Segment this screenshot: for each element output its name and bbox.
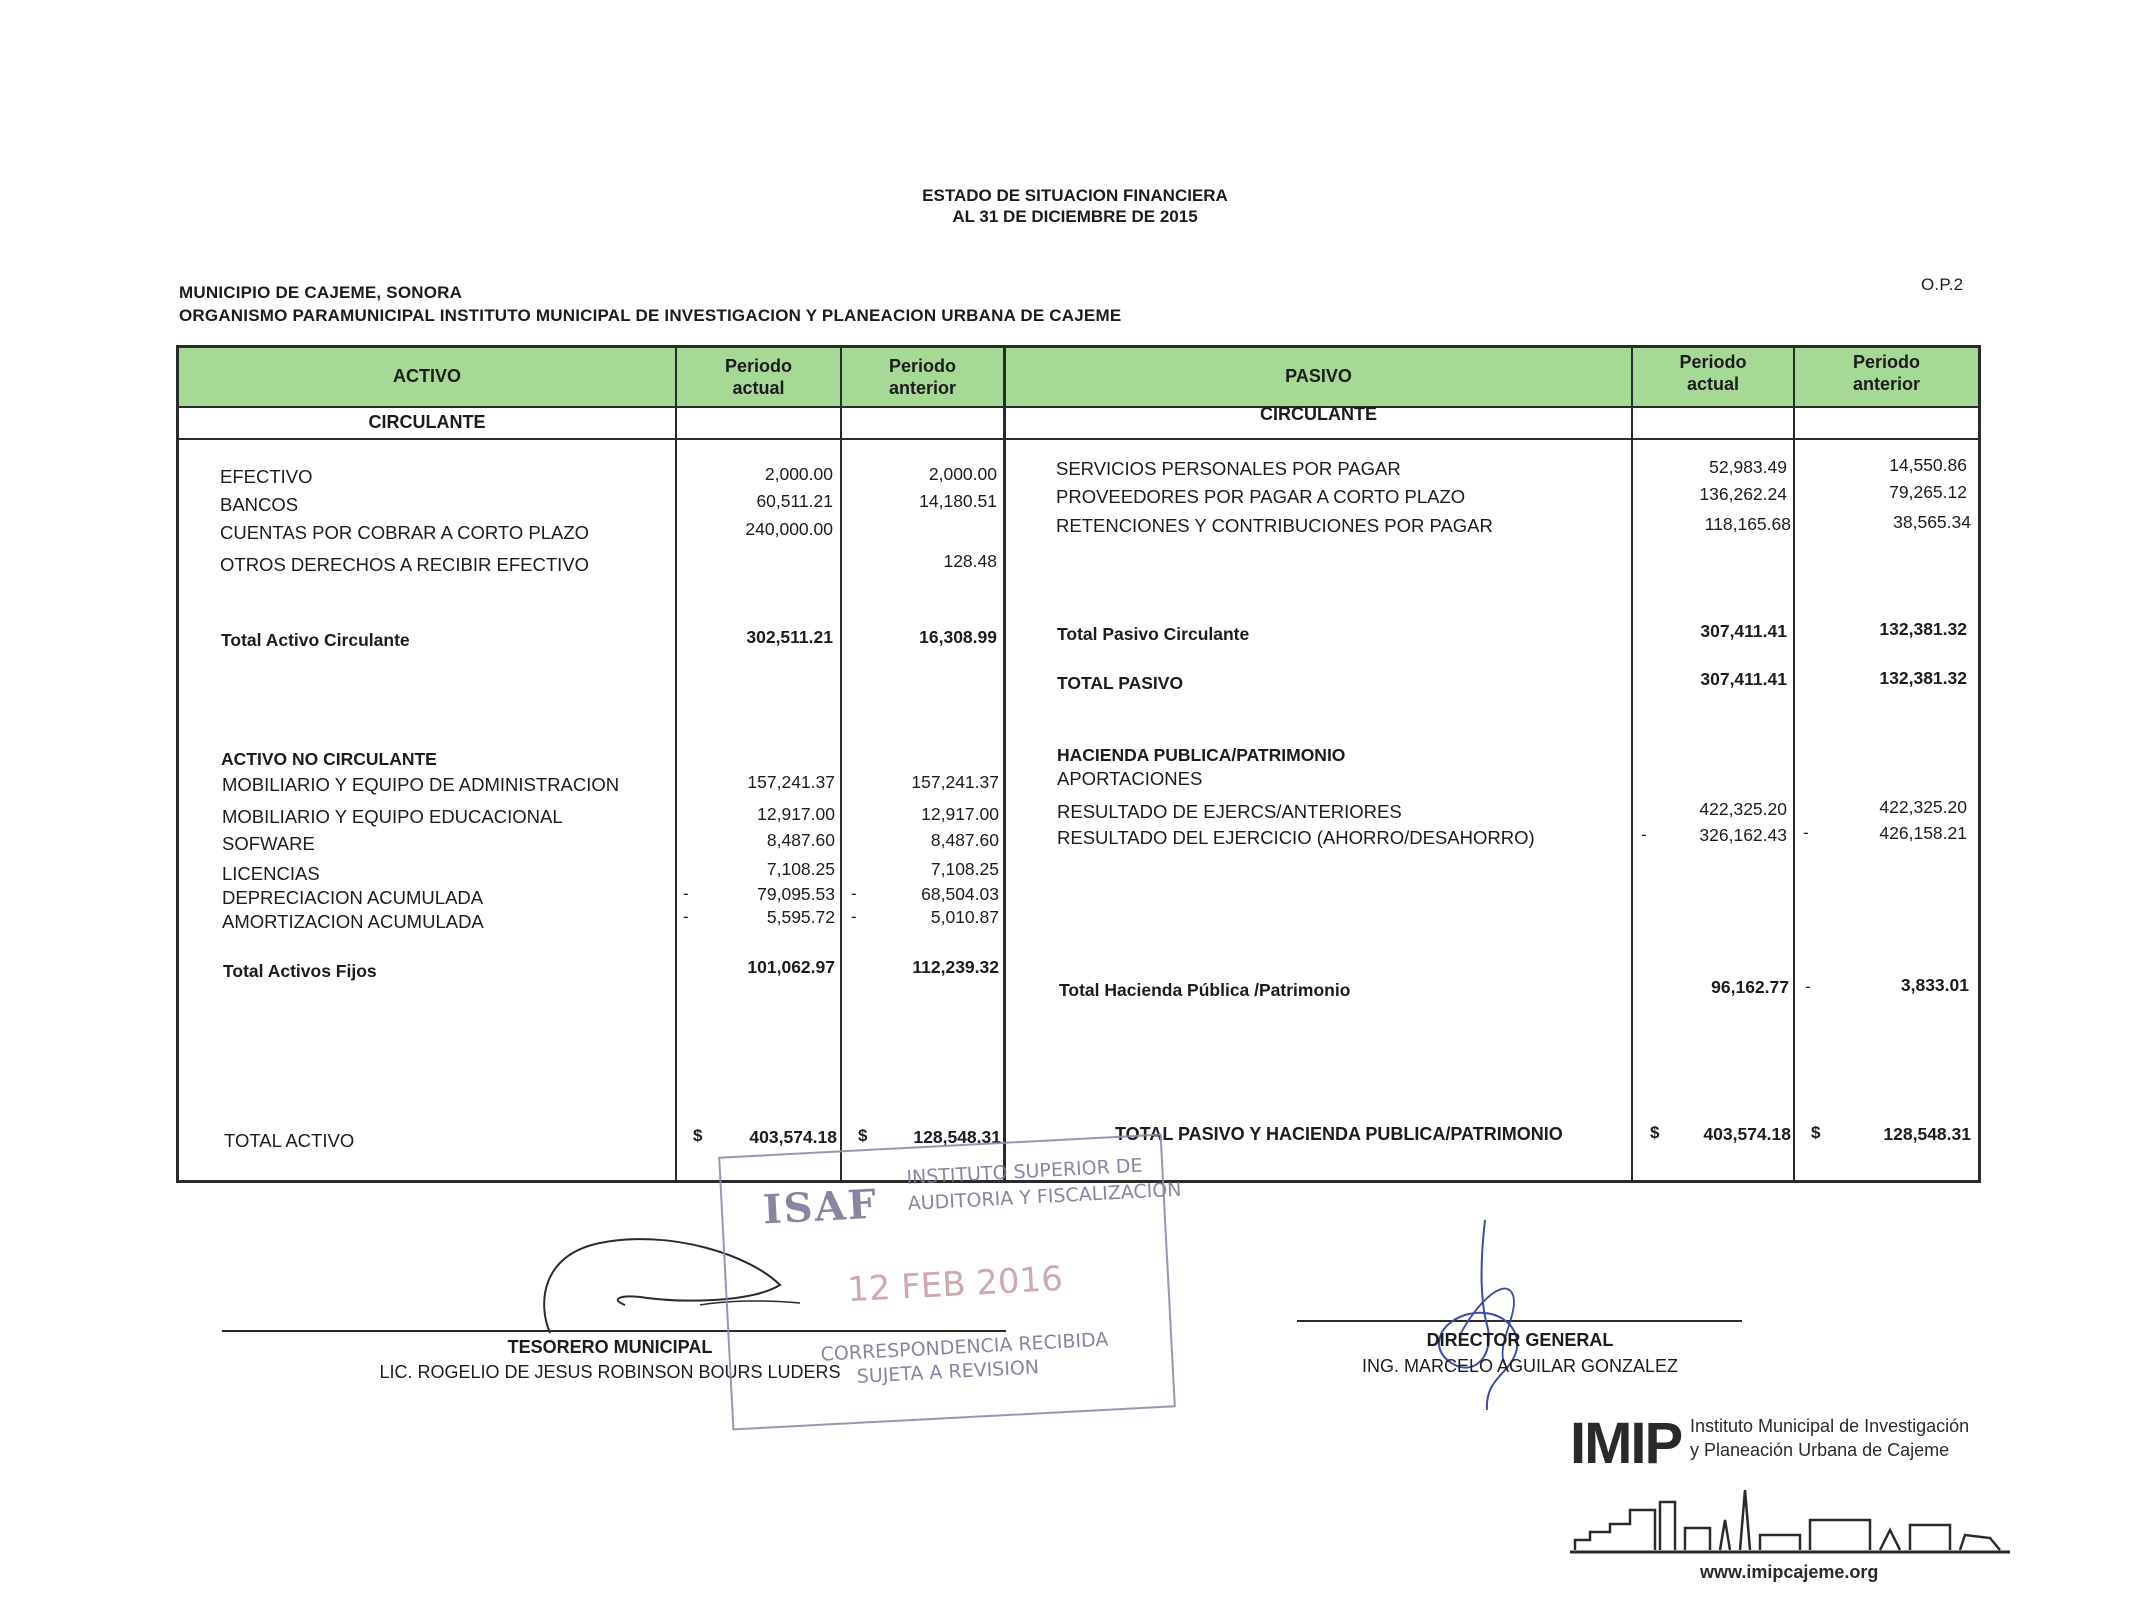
hacienda-heading: HACIENDA PUBLICA/PATRIMONIO <box>1057 745 1346 765</box>
total-activo-label: TOTAL ACTIVO <box>224 1130 355 1151</box>
activo-fijo-actual: 157,241.37 <box>747 772 835 792</box>
total-pasivo-circulante-label: Total Pasivo Circulante <box>1057 624 1250 644</box>
total-hacienda-actual: 96,162.77 <box>1711 977 1789 997</box>
negative-sign: - <box>1641 825 1647 844</box>
activo-fijo-label: LICENCIAS <box>222 863 320 884</box>
activo-fijo-label: DEPRECIACION ACUMULADA <box>222 887 484 908</box>
total-activo-circulante-actual: 302,511.21 <box>746 627 833 647</box>
total-pasivo-circulante-anterior: 132,381.32 <box>1879 619 1967 639</box>
negative-sign: - <box>1805 977 1811 996</box>
activo-row-label: BANCOS <box>220 494 299 515</box>
hacienda-row-actual: 326,162.43 <box>1699 825 1787 845</box>
header-pasivo-actual: Periodo actual <box>1679 352 1747 394</box>
total-activo-circulante-label: Total Activo Circulante <box>221 630 410 650</box>
stamp-line: CORRESPONDENCIA RECIBIDA <box>820 1328 1109 1366</box>
hacienda-row-anterior: 422,325.20 <box>1879 797 1967 817</box>
imip-url: www.imipcajeme.org <box>1700 1562 1879 1582</box>
activo-row-actual: 60,511.21 <box>756 491 833 511</box>
pasivo-row-anterior: 14,550.86 <box>1889 455 1967 475</box>
negative-sign: - <box>683 884 689 903</box>
total-activo-anterior: 128,548.31 <box>913 1127 1001 1147</box>
activo-fijo-actual: 12,917.00 <box>757 804 835 824</box>
activo-fijo-label: MOBILIARIO Y EQUIPO EDUCACIONAL <box>222 806 563 827</box>
activo-fijo-anterior: 12,917.00 <box>921 804 999 824</box>
currency-sign: $ <box>693 1126 703 1145</box>
director-signature <box>1415 1215 1555 1425</box>
activo-fijo-anterior: 68,504.03 <box>921 884 999 904</box>
header-activo-actual: Periodo actual <box>724 356 792 398</box>
document-title: ESTADO DE SITUACION FINANCIERA <box>922 186 1228 205</box>
pasivo-row-anterior: 79,265.12 <box>1889 482 1967 502</box>
total-activos-fijos-actual: 101,062.97 <box>747 957 835 977</box>
stamp-logo: ISAF <box>761 1180 880 1234</box>
activo-no-circulante-heading: ACTIVO NO CIRCULANTE <box>221 749 437 769</box>
activo-row-actual: 2,000.00 <box>764 464 833 484</box>
activo-fijo-anterior: 8,487.60 <box>930 830 999 850</box>
entity-municipality: MUNICIPIO DE CAJEME, SONORA <box>179 283 463 302</box>
stamp-date: 12 FEB 2016 <box>846 1258 1064 1311</box>
pasivo-row-label: PROVEEDORES POR PAGAR A CORTO PLAZO <box>1056 486 1466 507</box>
activo-fijo-actual: 7,108.25 <box>766 859 835 879</box>
total-activo-actual: 403,574.18 <box>749 1127 837 1147</box>
stamp-line: AUDITORIA Y FISCALIZACION <box>907 1178 1183 1215</box>
pasivo-row-label: RETENCIONES Y CONTRIBUCIONES POR PAGAR <box>1056 515 1493 536</box>
document-date: AL 31 DE DICIEMBRE DE 2015 <box>952 207 1198 226</box>
pasivo-circulante-heading: CIRCULANTE <box>1260 404 1377 424</box>
activo-fijo-label: MOBILIARIO Y EQUIPO DE ADMINISTRACION <box>222 774 620 795</box>
imip-name-line1: Instituto Municipal de Investigación <box>1690 1416 1970 1436</box>
director-name: ING. MARCELO AGUILAR GONZALEZ <box>1361 1356 1679 1376</box>
pasivo-row-actual: 118,165.68 <box>1704 514 1791 534</box>
hacienda-row-label: RESULTADO DE EJERCS/ANTERIORES <box>1057 801 1402 822</box>
total-pasivo-hacienda-anterior: 128,548.31 <box>1883 1124 1971 1144</box>
header-pasivo: PASIVO <box>1285 366 1352 386</box>
hacienda-row-actual: 422,325.20 <box>1699 799 1787 819</box>
director-title: DIRECTOR GENERAL <box>1426 1330 1614 1350</box>
activo-fijo-actual: 8,487.60 <box>766 830 835 850</box>
pasivo-row-actual: 136,262.24 <box>1699 484 1787 504</box>
activo-fijo-anterior: 157,241.37 <box>911 772 999 792</box>
activo-fijo-label: SOFWARE <box>222 833 315 854</box>
activo-row-anterior: 2,000.00 <box>928 464 997 484</box>
total-pasivo-label: TOTAL PASIVO <box>1057 673 1184 693</box>
activo-fijo-anterior: 7,108.25 <box>930 859 999 879</box>
currency-sign: $ <box>858 1126 868 1145</box>
hacienda-row-label: APORTACIONES <box>1057 768 1203 789</box>
treasurer-name: LIC. ROGELIO DE JESUS ROBINSON BOURS LUDERS <box>379 1362 841 1382</box>
hacienda-row-anterior: 426,158.21 <box>1879 823 1967 843</box>
header-activo-anterior: Periodo anterior <box>888 356 957 398</box>
activo-fijo-actual: 5,595.72 <box>766 907 835 927</box>
form-code: O.P.2 <box>1921 275 1964 294</box>
negative-sign: - <box>851 907 857 926</box>
stamp-line: INSTITUTO SUPERIOR DE <box>905 1154 1144 1189</box>
currency-sign: $ <box>1650 1123 1660 1142</box>
total-activos-fijos-anterior: 112,239.32 <box>912 957 999 977</box>
imip-acronym: IMIP <box>1570 1411 1682 1476</box>
currency-sign: $ <box>1811 1123 1821 1142</box>
total-pasivo-circulante-actual: 307,411.41 <box>1700 621 1787 641</box>
stamp-line: SUJETA A REVISION <box>856 1356 1040 1388</box>
treasurer-title: TESORERO MUNICIPAL <box>507 1337 713 1357</box>
total-pasivo-anterior: 132,381.32 <box>1879 668 1967 688</box>
total-activos-fijos-label: Total Activos Fijos <box>223 961 377 981</box>
pasivo-row-actual: 52,983.49 <box>1709 457 1787 477</box>
negative-sign: - <box>1803 823 1809 842</box>
activo-fijo-actual: 79,095.53 <box>757 884 835 904</box>
pasivo-row-label: SERVICIOS PERSONALES POR PAGAR <box>1056 458 1401 479</box>
activo-row-anterior: 14,180.51 <box>919 491 997 511</box>
total-pasivo-hacienda-label: TOTAL PASIVO Y HACIENDA PUBLICA/PATRIMONIO <box>1115 1124 1563 1144</box>
city-skyline-icon <box>1570 1480 2010 1560</box>
reception-stamp <box>718 1134 1183 1431</box>
total-hacienda-label: Total Hacienda Pública /Patrimonio <box>1059 980 1351 1000</box>
activo-circulante-heading: CIRCULANTE <box>368 412 486 432</box>
total-pasivo-hacienda-actual: 403,574.18 <box>1703 1124 1791 1144</box>
activo-row-anterior: 128.48 <box>943 551 997 571</box>
total-pasivo-actual: 307,411.41 <box>1700 669 1787 689</box>
activo-fijo-label: AMORTIZACION ACUMULADA <box>222 911 484 932</box>
entity-organism: ORGANISMO PARAMUNICIPAL INSTITUTO MUNICIPAL DE INVESTIGACION Y PLANEACION URBANA DE CAJEME <box>179 306 1122 325</box>
activo-row-label: OTROS DERECHOS A RECIBIR EFECTIVO <box>220 554 590 575</box>
negative-sign: - <box>851 884 857 903</box>
pasivo-row-anterior: 38,565.34 <box>1893 512 1971 532</box>
header-activo: ACTIVO <box>392 366 461 386</box>
activo-row-label: EFECTIVO <box>220 466 313 487</box>
total-activo-circulante-anterior: 16,308.99 <box>919 627 997 647</box>
activo-fijo-anterior: 5,010.87 <box>930 907 999 927</box>
activo-row-actual: 240,000.00 <box>745 519 833 539</box>
negative-sign: - <box>683 907 689 926</box>
activo-row-label: CUENTAS POR COBRAR A CORTO PLAZO <box>220 522 590 543</box>
total-hacienda-anterior: 3,833.01 <box>1900 975 1969 995</box>
imip-name-line2: y Planeación Urbana de Cajeme <box>1690 1440 1950 1460</box>
hacienda-row-label: RESULTADO DEL EJERCICIO (AHORRO/DESAHORRO) <box>1057 827 1535 848</box>
header-pasivo-anterior: Periodo anterior <box>1852 352 1921 394</box>
